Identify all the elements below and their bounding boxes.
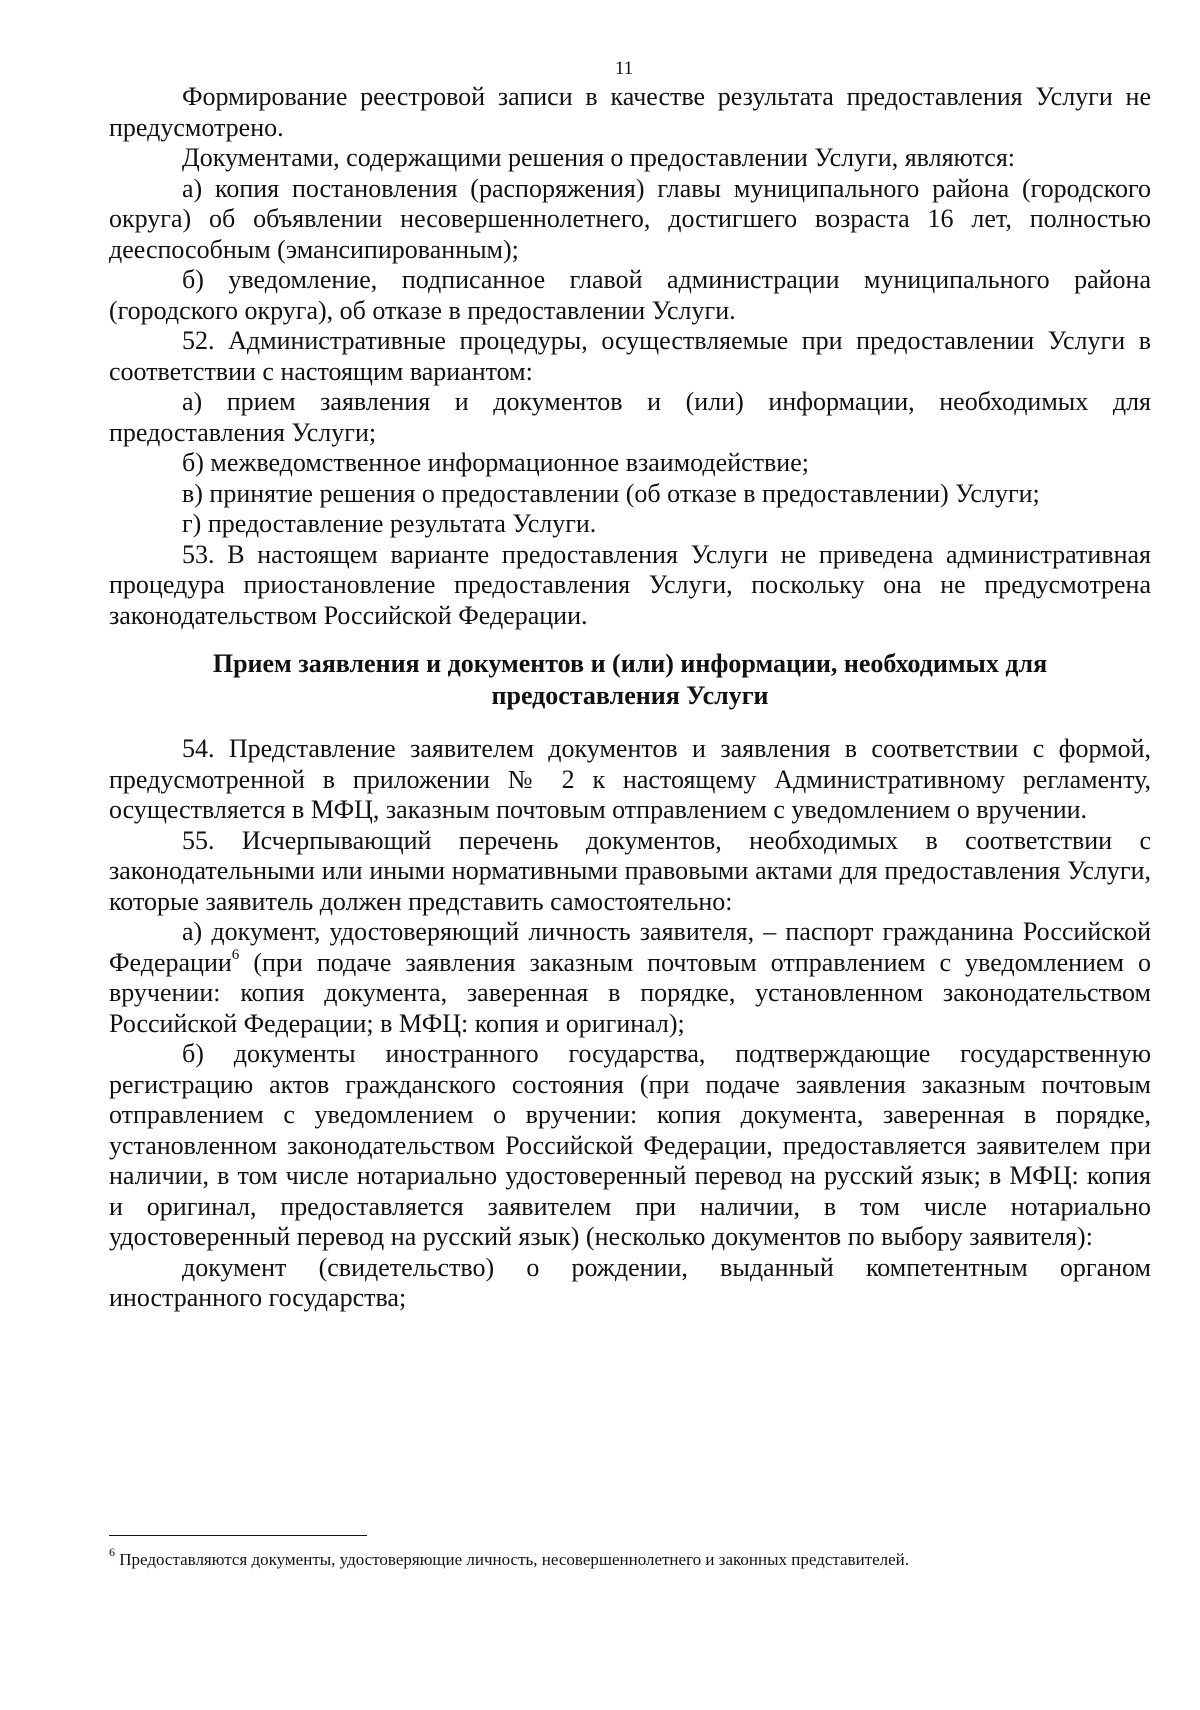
- section-heading: [109, 648, 1151, 712]
- paragraph-52: 52. Административные процедуры, осуществляемые при предоставлении Услуги в соответствии с настоящим вариантом:: [109, 326, 1151, 386]
- footnote: [109, 1545, 1151, 1571]
- paragraph-item-b-notice: б) уведомление, подписанное главой администрации муниципального района (городского округа), об отказе в предоставлении Услуги.: [109, 265, 1151, 325]
- paragraph-55: 55. Исчерпывающий перечень документов, необходимых в соответствии с законодательными или иными нормативными правовыми актами для предоставления Услуги, которые заявитель должен представить самостоятельно:: [109, 825, 1151, 916]
- paragraph-decision-documents: Документами, содержащими решения о предоставлении Услуги, являются:: [182, 143, 1016, 172]
- paragraph-53: 53. В настоящем варианте предоставления Услуги не приведена административная процедура приостановление предоставления Услуги, поскольку она не предусмотрена законодательством Российской Федерации.: [109, 539, 1151, 630]
- text-block-results: [109, 82, 1151, 631]
- paragraph-birth-certificate: документ (свидетельство) о рождении, выданный компетентным органом иностранного государства;: [109, 1252, 1151, 1312]
- section-heading-line-2: предоставления Услуги: [491, 681, 769, 710]
- paragraph-item-a-copy: а) копия постановления (распоряжения) главы муниципального района (городского округа) об объявлении несовершеннолетнего, достигшего возраста 16 лет, полностью дееспособным (эмансипированным);: [109, 173, 1151, 264]
- paragraph-55-item-a: [109, 917, 1151, 1039]
- paragraph-55-item-b: б) документы иностранного государства, подтверждающие государственную регистрацию актов гражданского состояния (при подаче заявления заказным почтовым отправлением с уведомлением о вручении: копия документа, заверенная в порядке, установленном законодательством Российской Федерации, предоставляется заявителем при наличии, в том числе нотариально удостоверенный перевод на русский язык; в МФЦ: копия и оригинал, предоставляется заявителем при наличии, в том числе нотариально удостоверенный перевод на русский язык) (несколько документов по выбору заявителя):: [109, 1039, 1151, 1251]
- paragraph-52-item-b: б) межведомственное информационное взаимодействие;: [182, 448, 809, 477]
- paragraph-52-item-c: в) принятие решения о предоставлении (об отказе в предоставлении) Услуги;: [182, 478, 1040, 508]
- item-a-text-end: (при подаче заявления заказным почтовым отправлением с уведомлением о вручении: копия документа, заверенная в порядке, установленном законодательством Российской Федерации; в МФЦ: копия и оригинал);: [109, 947, 1151, 1038]
- footnote-marker: 6: [109, 1545, 115, 1560]
- page-number: 11: [614, 58, 634, 79]
- item-a-text-start: а) документ, удостоверяющий личность заявителя, – паспорт гражданина Российской Федерации: [109, 917, 1151, 977]
- text-block-application: [109, 734, 1151, 1314]
- footnote-reference: 6: [231, 946, 240, 963]
- footnote-separator: [109, 1535, 367, 1536]
- footnote-text: Предоставляются документы, удостоверяющие личность, несовершеннолетнего и законных представителей.: [115, 1550, 910, 1569]
- section-heading-line-1: Прием заявления и документов и (или) информации, необходимых для: [212, 649, 1048, 678]
- paragraph-52-item-d: г) предоставление результата Услуги.: [182, 509, 597, 538]
- paragraph-registry-record: Формирование реестровой записи в качестве результата предоставления Услуги не предусмотрено.: [109, 82, 1151, 142]
- paragraph-52-item-a: а) прием заявления и документов и (или) информации, необходимых для предоставления Услуги;: [109, 387, 1151, 447]
- paragraph-54: 54. Представление заявителем документов и заявления в соответствии с формой, предусмотренной в приложении № 2 к настоящему Административному регламенту, осуществляется в МФЦ, заказным почтовым отправлением с уведомлением о вручении.: [109, 734, 1151, 824]
